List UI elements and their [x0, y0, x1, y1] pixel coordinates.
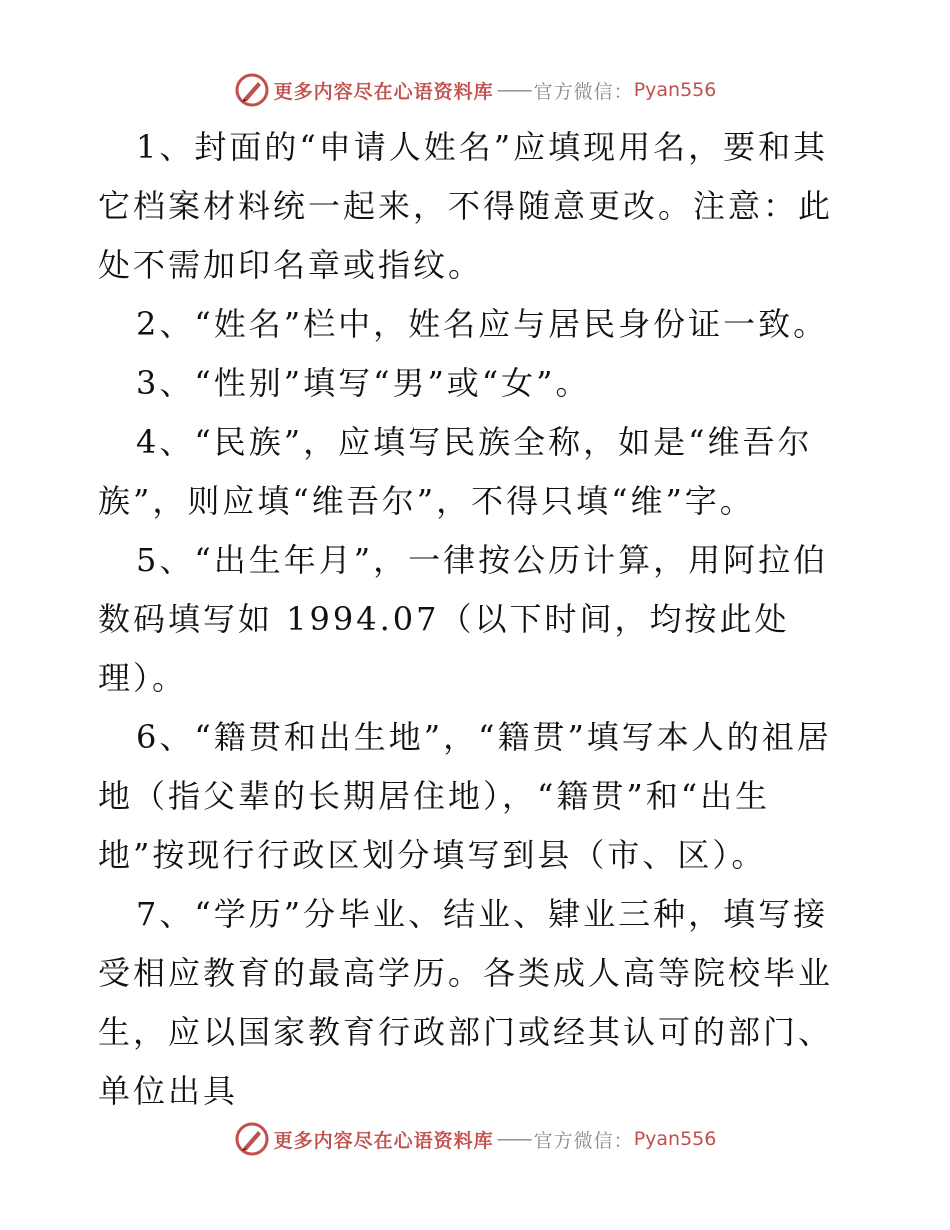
footer-wechat-label: 官方微信：: [533, 1129, 634, 1152]
footer-brand: 更多内容尽在心语资料库: [273, 1129, 494, 1152]
pen-logo-icon: [234, 1121, 270, 1157]
paragraph-1: 1、封面的“申请人姓名”应填现用名，要和其它档案材料统一起来，不得随意更改。注意：此处不需加印名章或指纹。: [98, 128, 834, 284]
paragraph-2: 2、“姓名”栏中，姓名应与居民身份证一致。: [136, 305, 829, 343]
paragraph-3: 3、“性别”填写“男”或“女”。: [136, 364, 591, 402]
header-dash: ——: [496, 79, 531, 101]
paragraph-7: 7、“学历”分毕业、结业、肄业三种，填写接受相应教育的最高学历。各类成人高等院校毕业生，应以国家教育行政部门或经其认可的部门、单位出具: [98, 895, 834, 1110]
footer-wechat-id: Pyan556: [633, 1128, 717, 1150]
document-body: [98, 118, 858, 1121]
paragraph-4: 4、“民族”，应填写民族全称，如是“维吾尔族”，则应填“维吾尔”，不得只填“维”字。: [98, 423, 813, 520]
header-wechat-label: 官方微信：: [533, 80, 634, 103]
header-brand: 更多内容尽在心语资料库: [273, 80, 494, 103]
page-header: [0, 70, 950, 110]
footer-dash: ——: [496, 1128, 531, 1150]
header-wechat-id: Pyan556: [633, 79, 717, 101]
pen-logo-icon: [234, 72, 270, 108]
paragraph-6: 6、“籍贯和出生地”，“籍贯”填写本人的祖居地（指父辈的长期居住地），“籍贯”和“出生地”按现行行政区划分填写到县（市、区）。: [98, 718, 832, 874]
paragraph-5: 5、“出生年月”，一律按公历计算，用阿拉伯数码填写如 1994.07（以下时间，均按此处理）。: [98, 541, 829, 697]
page-footer: [0, 1119, 950, 1159]
